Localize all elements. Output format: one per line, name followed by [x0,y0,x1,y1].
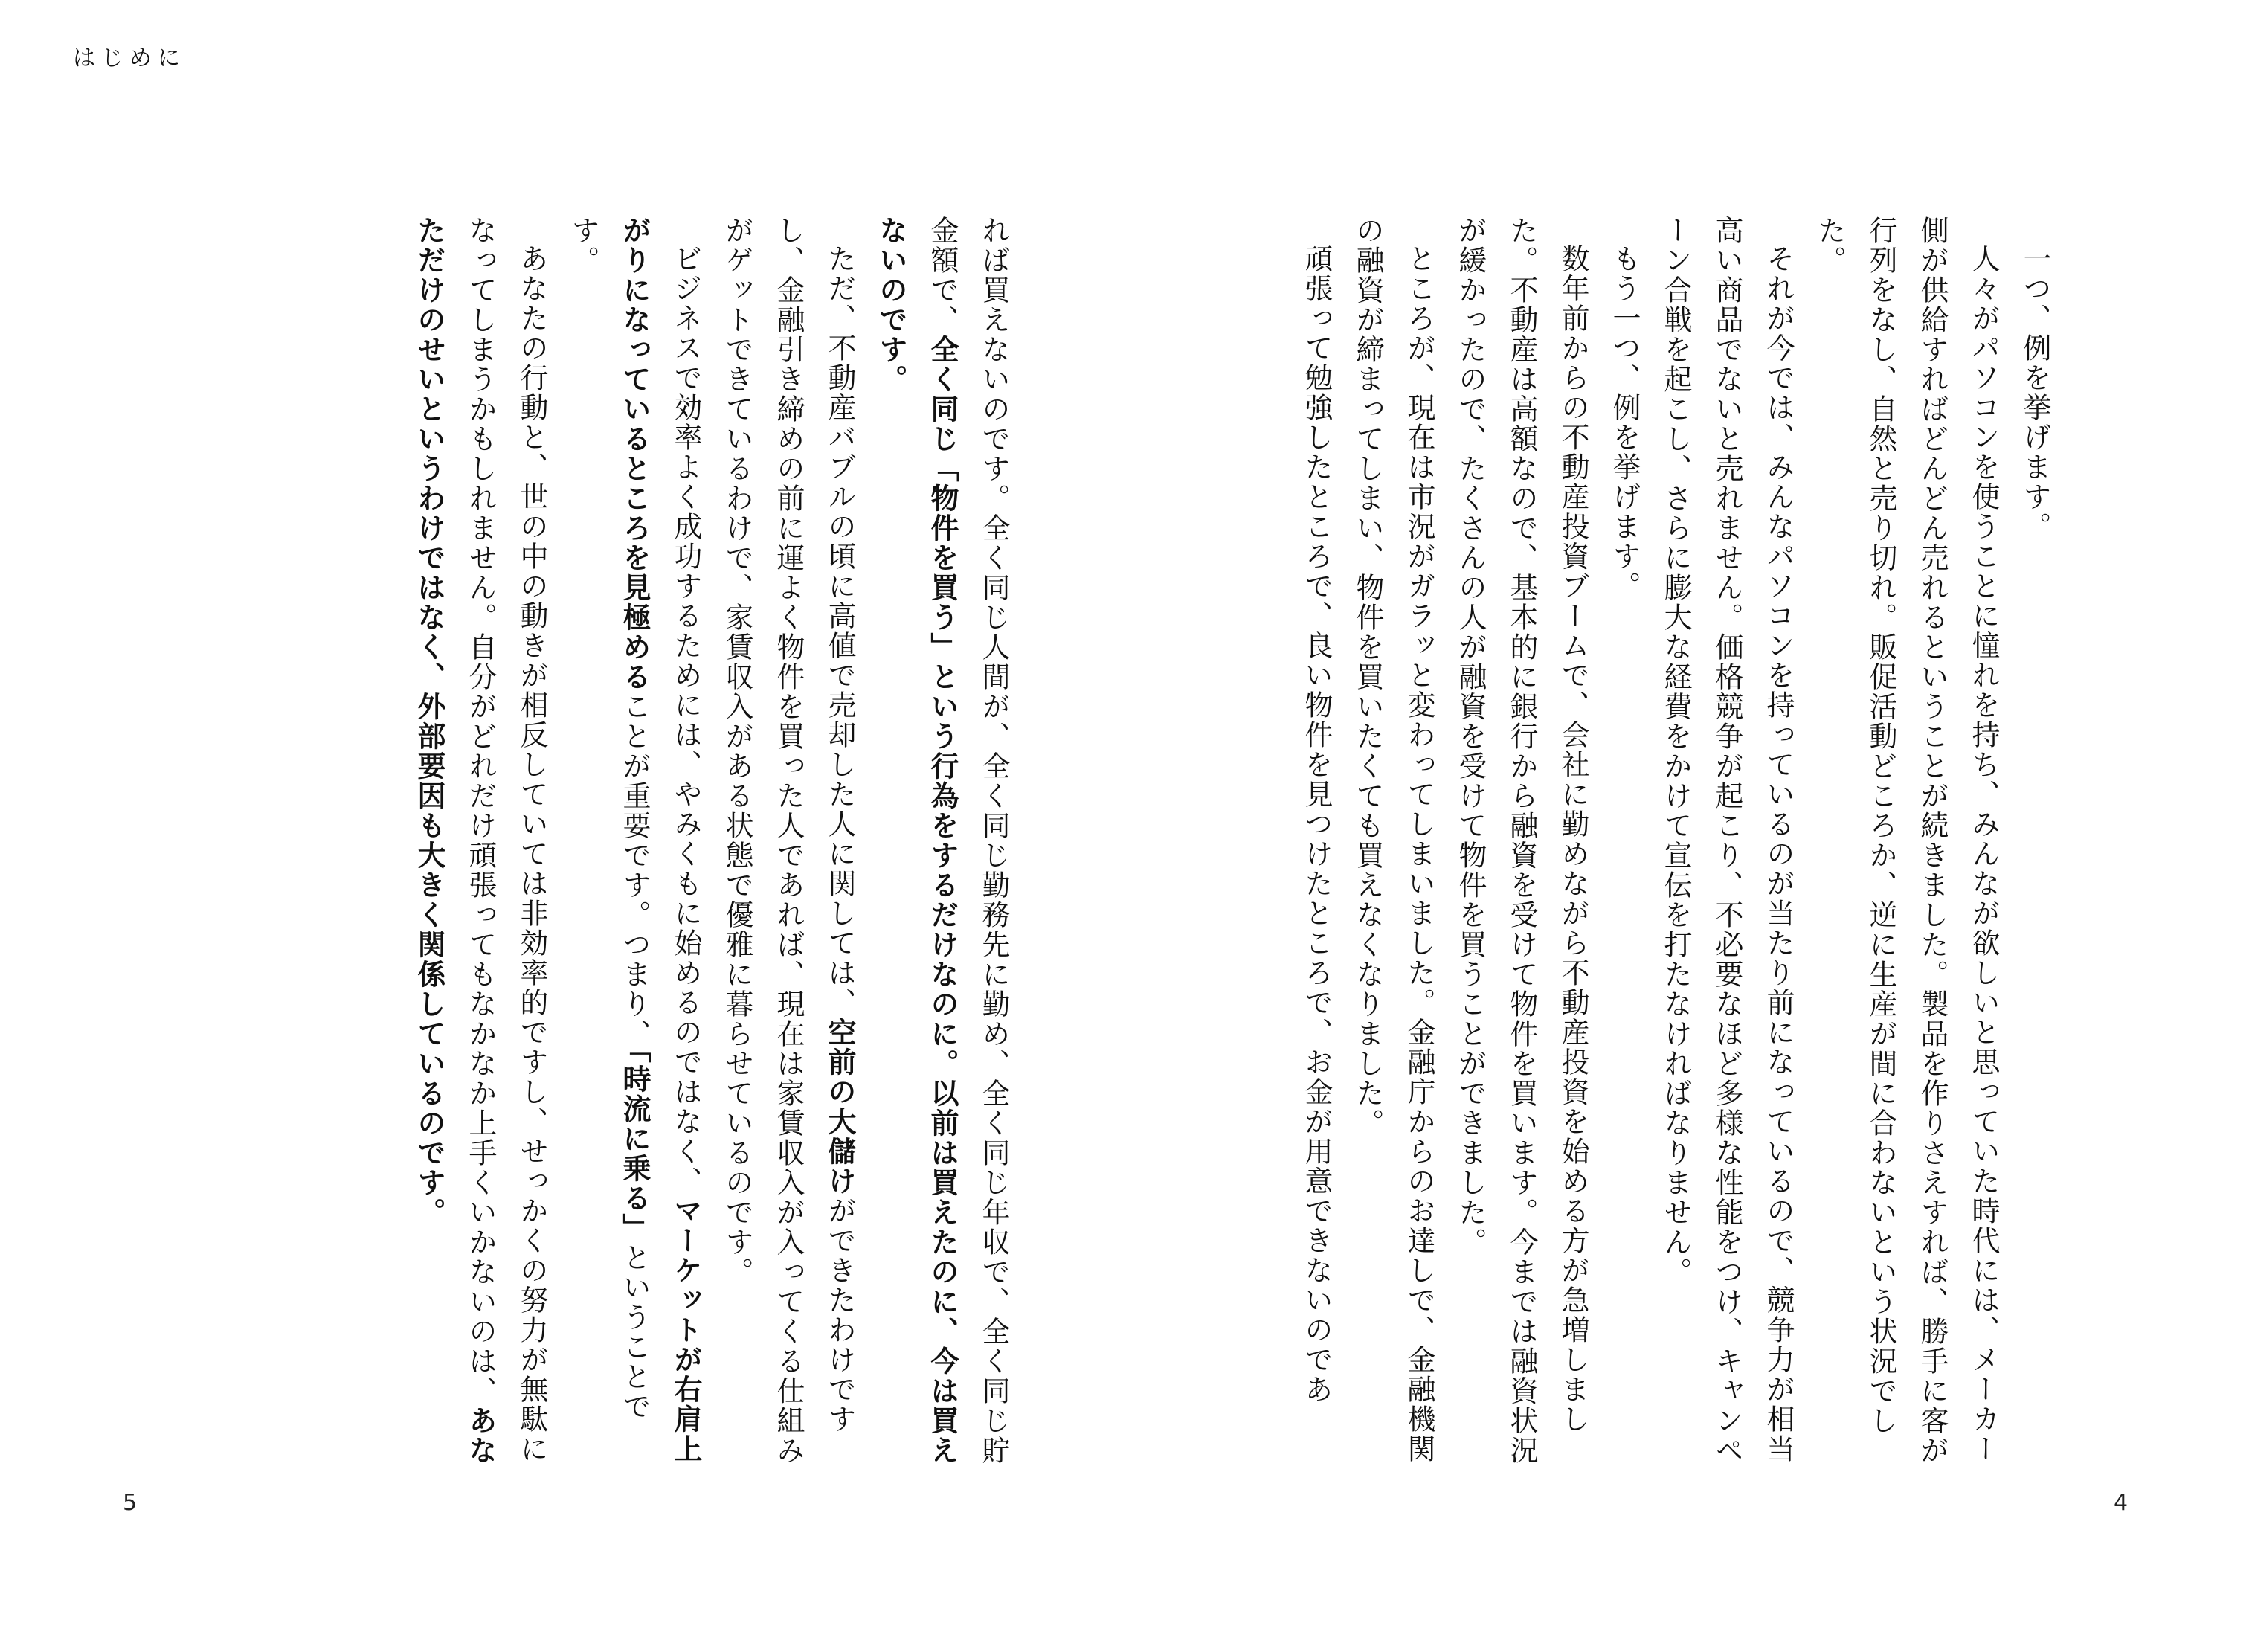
paragraph [403,216,557,1465]
text-run: ただ、不動産バブルの頃に高値で売却した人に関しては、 [823,244,856,1018]
paragraph: もう一つ、例を挙げます。 [1608,244,1641,601]
text-run: ことが重要です。つまり、 [618,692,651,1049]
page-5-body [164,216,1019,1465]
paragraph: 頑張って勉強したところで、良い物件を見つけたところで、お金が用意できないのであ [1300,244,1333,1404]
text-run: ビジネスで効率よく成功するためには、やみくもに始めるのではなく、 [669,244,702,1196]
running-head: はじめに [73,45,186,71]
page-number-right: 4 [2114,1490,2129,1516]
bold-text: 空前の大儲け [823,1018,856,1196]
page-4-body [1300,216,2060,1465]
paragraph [865,216,1019,1465]
bold-text: 全く同じ「物件を買う」という行為をするだけなのに。以前は買えたのに、今は買えないのです。 [875,216,959,1465]
paragraph [557,216,711,1465]
bold-text: あなただけのせいというわけではなく、外部要因も大きく関係しているのです。 [413,216,497,1465]
paragraph: 数年前からの不動産投資ブームで、会社に勤めながら不動産投資を始める方が急増しました。不動産は高額なので、基本的に銀行から融資を受けて物件を買います。今までは融資状況が緩かったので、たくさんの人が融資を受けて物件を買うことができました。 [1454,216,1589,1465]
bold-text: マーケットが右肩上がりになっているところを見極める [618,216,702,1464]
paragraph: 人々がパソコンを使うことに憧れを持ち、みんなが欲しいと思っていた時代には、メーカー側が供給すればどんどん売れるということが続きました。製品を作りさえすれば、勝手に客が行列をなし、自然と売り切れ。販促活動どころか、逆に生産が間に合わないという状況でした。 [1813,216,2000,1465]
bold-text: 「時流に乗る」 [618,1049,651,1243]
text-run: れば買えないのです。全く同じ人間が、全く同じ勤務先に勤め、全く同じ年収で、全く同じ貯金額で、 [926,216,1010,1465]
paragraph: 一つ、例を挙げます。 [2018,244,2051,541]
paragraph: それが今では、みんなパソコンを持っているのが当たり前になっているので、競争力が相当高い商品でないと売れません。価格競争が起こり、不必要なほど多様な性能をつけ、キャンペーン合戦を起こし、さらに膨大な経費をかけて宣伝を打たなければなりません。 [1659,216,1795,1465]
paragraph: ところが、現在は市況がガラッと変わってしまいました。金融庁からのお達しで、金融機関の融資が締まってしまい、物件を買いたくても買えなくなりました。 [1351,216,1435,1464]
text-run: あなたの行動と、世の中の動きが相反していては非効率的ですし、せっかくの努力が無駄になってしまうかもしれません。自分がどれだけ頑張ってもなかなか上手くいかないのは、 [464,216,548,1464]
text-run: ができたわけですし、金融引き締めの前に運よく物件を買った人であれば、現在は家賃収入が入ってくる仕組みがゲットできているわけで、家賃収入がある状態で優雅に暮らせているのです。 [721,216,856,1465]
paragraph [711,216,865,1465]
page-number-left: 5 [123,1490,138,1516]
text-run: ということです。 [567,216,651,1421]
